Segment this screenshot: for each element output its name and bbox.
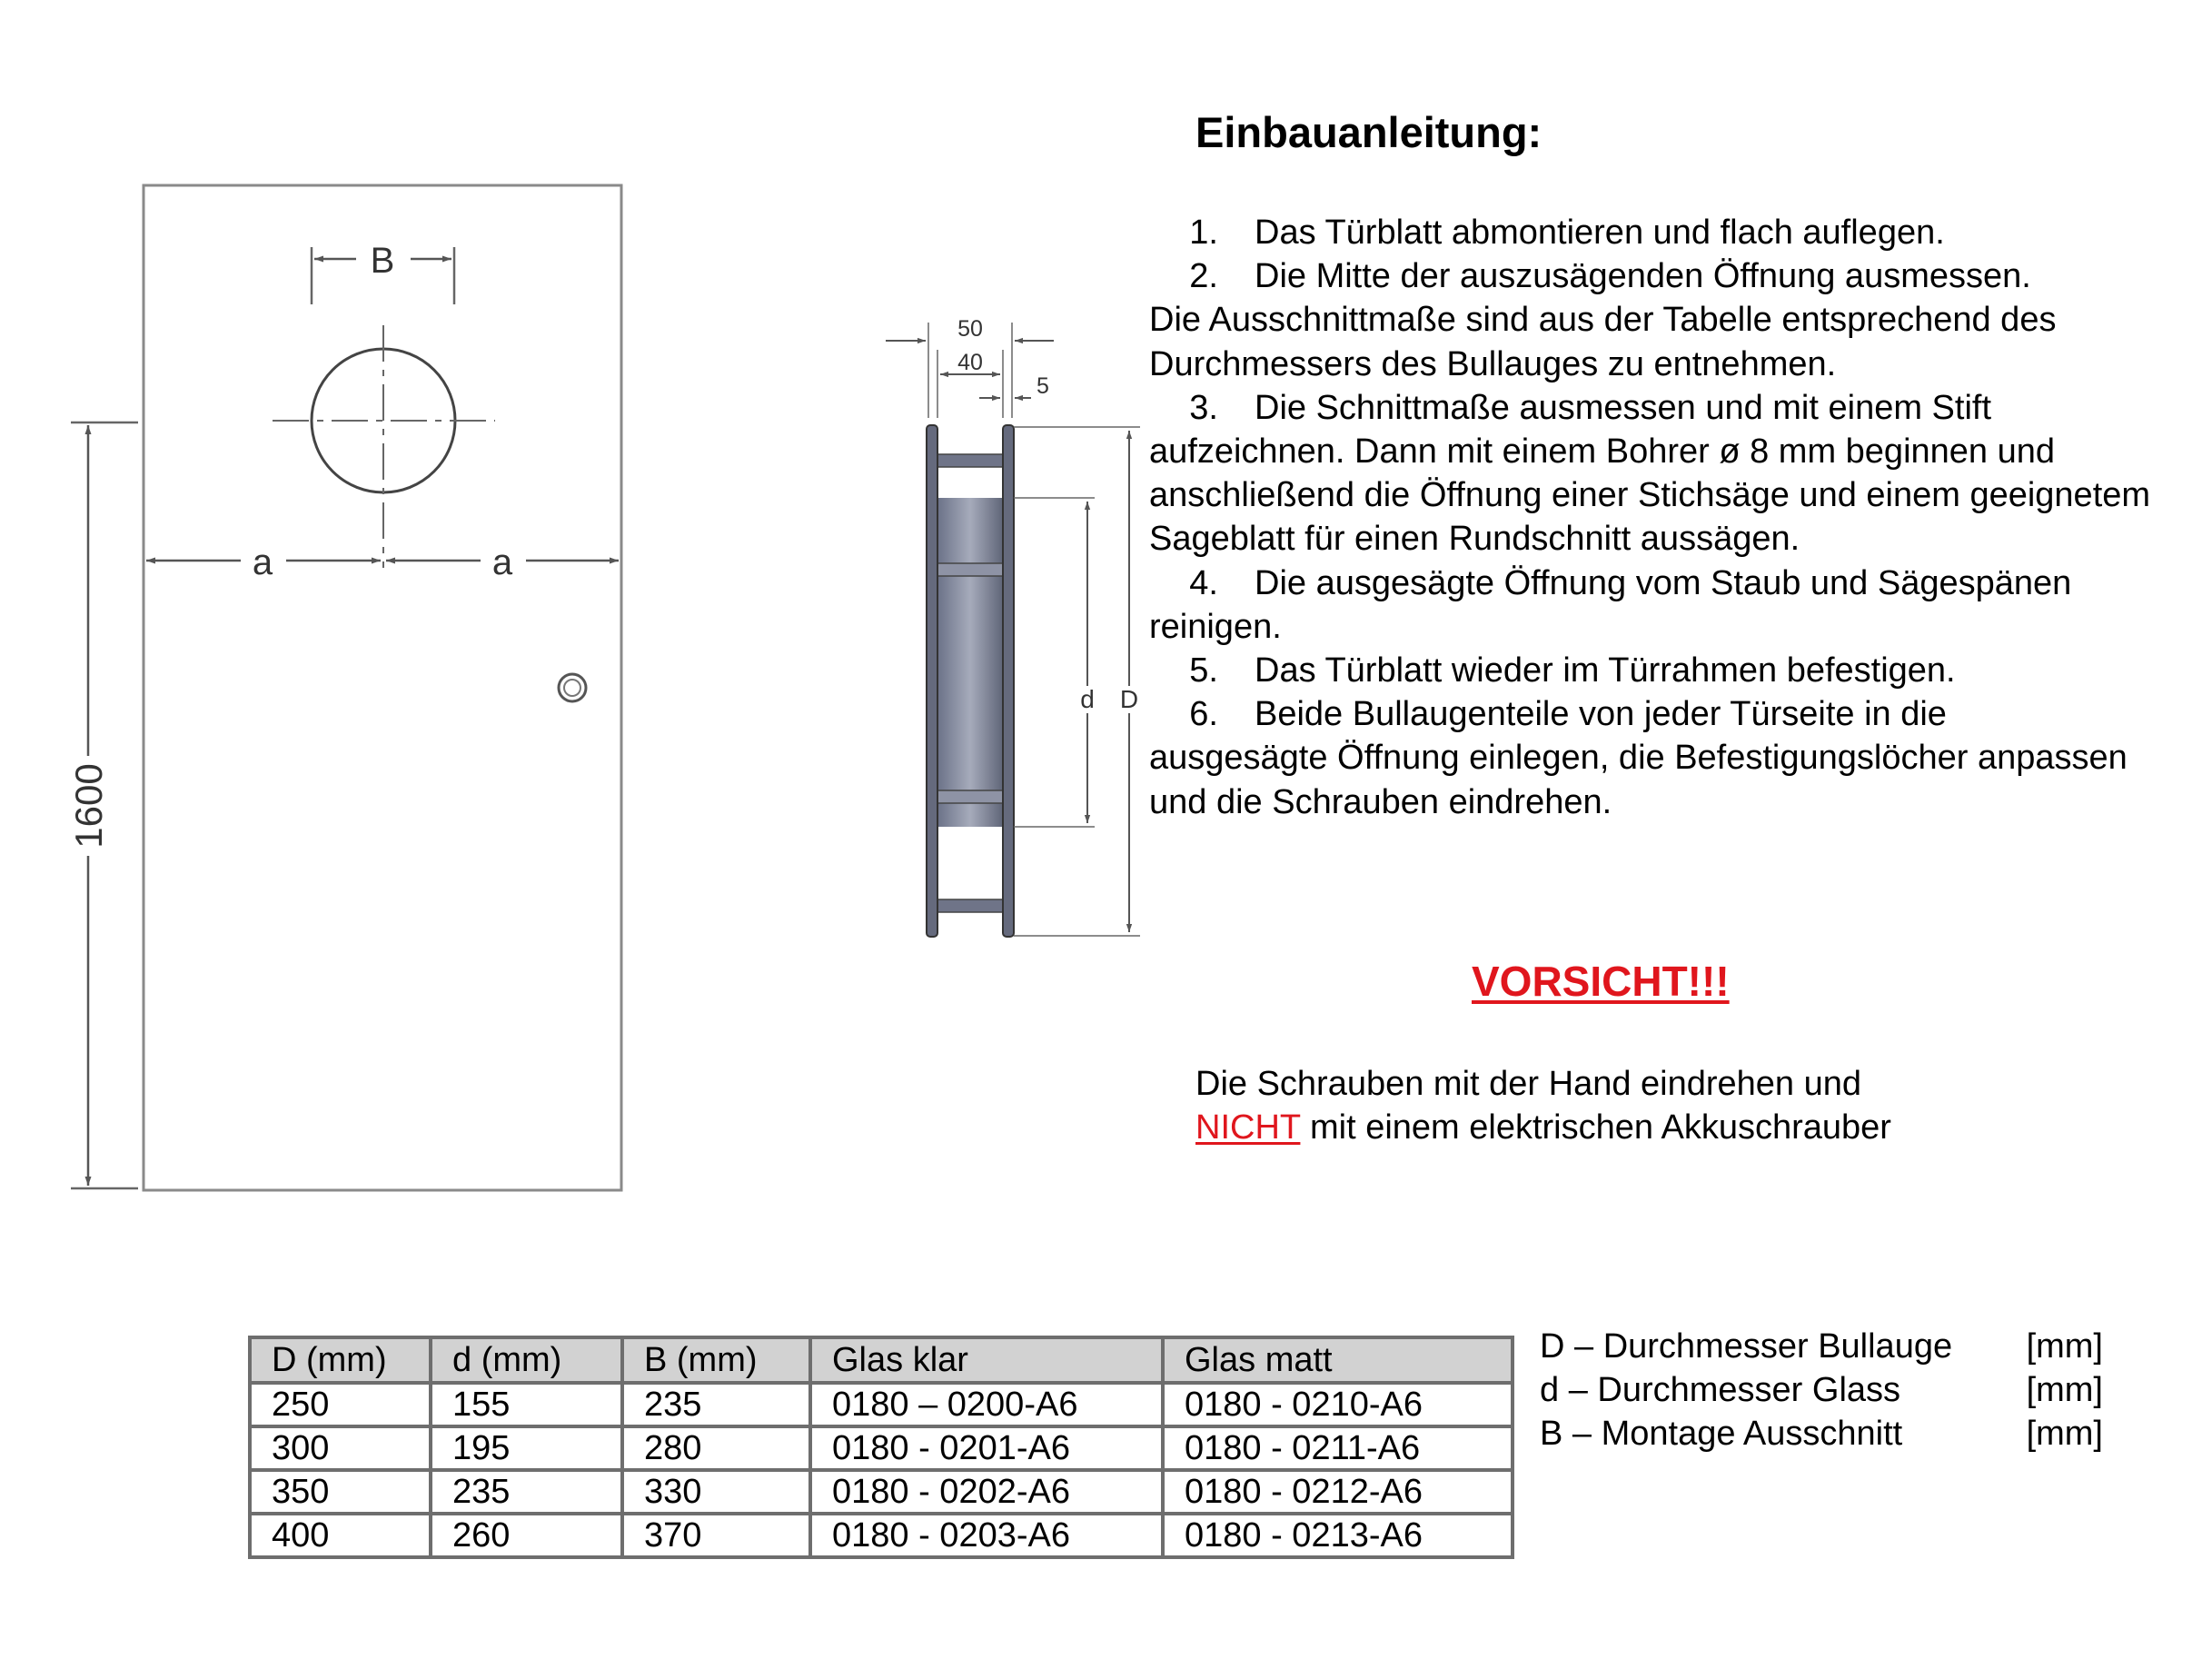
step-2-continued: Die Ausschnittmaße sind aus der Tabelle entsprechend des Durchmessers des Bullauges zu entnehmen.: [1149, 301, 2057, 383]
warning-heading: VORSICHT!!!: [1472, 958, 1730, 1005]
step-4: 4. Die ausgesägte Öffnung vom Staub und Sägespänen: [1189, 563, 2072, 602]
header-B: B (mm): [622, 1337, 810, 1383]
step-6: 6. Beide Bullaugenteile von jeder Türseite in die: [1189, 695, 1947, 734]
dim-5-label: 5: [1037, 373, 1049, 399]
step-5: 5. Das Türblatt wieder im Türrahmen befestigen.: [1189, 651, 1956, 690]
label-D: D: [1119, 685, 1139, 713]
header-glas-matt: Glas matt: [1163, 1337, 1513, 1383]
dim-50-label: 50: [957, 316, 983, 342]
section-drawing: [872, 300, 1145, 963]
table-row: 250 155 235 0180 – 0200-A6 0180 - 0210-A6: [250, 1383, 1513, 1426]
instructions-list: [1149, 211, 2194, 824]
header-D: D (mm): [250, 1337, 431, 1383]
legend-item: B – Montage Ausschnitt [mm]: [1540, 1415, 2103, 1453]
legend-item: d – Durchmesser Glass [mm]: [1540, 1371, 2103, 1409]
dim-height-label: 1600: [67, 763, 110, 849]
dim-a-right-label: a: [491, 542, 513, 582]
legend: [1540, 1325, 2103, 1455]
warning-emphasis: NICHT: [1195, 1108, 1301, 1147]
warning-line-2: NICHT mit einem elektrischen Akkuschrauber: [1195, 1108, 1891, 1147]
dim-a-left-label: a: [252, 542, 273, 582]
dim-40-label: 40: [957, 350, 983, 375]
table-row: 400 260 370 0180 - 0203-A6 0180 - 0213-A6: [250, 1514, 1513, 1557]
frame-flange-left: [927, 425, 937, 937]
door-drawing: [0, 0, 654, 1217]
label-d: d: [1080, 685, 1095, 713]
instructions-title: Einbauanleitung:: [1195, 108, 1542, 156]
table-header-row: [250, 1337, 1513, 1383]
step-2: 2. Die Mitte der auszusägenden Öffnung ausmessen.: [1189, 257, 2031, 296]
glass-pane: [937, 498, 1003, 827]
table-row: 350 235 330 0180 - 0202-A6 0180 - 0212-A6: [250, 1470, 1513, 1514]
step-1: 1. Das Türblatt abmontieren und flach auflegen.: [1189, 214, 1945, 252]
frame-flange-right: [1003, 425, 1014, 937]
step-3: 3. Die Schnittmaße ausmessen und mit einem Stift: [1189, 388, 1992, 427]
door-knob: [559, 674, 586, 701]
step-6-continued: ausgesägte Öffnung einlegen, die Befestigungslöcher anpassen und die Schrauben eindrehen.: [1149, 739, 2128, 821]
step-4-continued: reinigen.: [1149, 607, 1282, 646]
size-table: [248, 1336, 1514, 1559]
table-row: 300 195 280 0180 - 0201-A6 0180 - 0211-A6: [250, 1426, 1513, 1470]
warning-line-1: Die Schrauben mit der Hand eindrehen und: [1195, 1065, 1862, 1103]
legend-item: D – Durchmesser Bullauge [mm]: [1540, 1327, 2103, 1366]
header-glas-klar: Glas klar: [810, 1337, 1163, 1383]
step-3-continued: aufzeichnen. Dann mit einem Bohrer ø 8 mm beginnen und anschließend die Öffnung einer Stichsäge und einem geeignetem Sageblatt für einen Rundschnitt aussägen.: [1149, 432, 2151, 559]
warning-text: [1195, 1062, 1891, 1149]
dim-b-label: B: [370, 241, 395, 281]
header-d: d (mm): [431, 1337, 622, 1383]
